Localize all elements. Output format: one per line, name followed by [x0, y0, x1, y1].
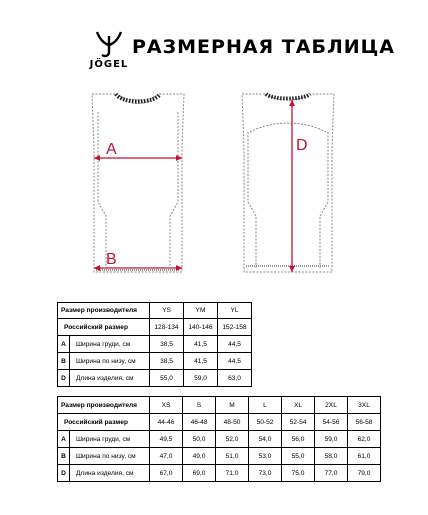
- front-label-b: B: [106, 251, 117, 268]
- value-cell: 54-56: [315, 414, 348, 431]
- value-cell: 59,0: [184, 370, 218, 387]
- size-cell: 3XL: [348, 397, 381, 414]
- value-cell: 56,0: [282, 431, 315, 448]
- value-cell: 71,0: [216, 465, 249, 482]
- value-cell: 67,0: [150, 465, 183, 482]
- row-label: Ширина груди, см: [70, 336, 150, 353]
- size-cell: XL: [282, 397, 315, 414]
- table-row: [58, 414, 381, 431]
- front-garment-diagram: [82, 92, 194, 283]
- row-key: B: [58, 353, 70, 370]
- back-label-d: D: [296, 137, 308, 154]
- page-title: РАЗМЕРНАЯ ТАБЛИЦА: [132, 36, 395, 58]
- brand-name: JÖGEL: [89, 59, 129, 70]
- rus-size-label: Российский размер: [58, 319, 150, 336]
- table-header-row: [58, 303, 252, 319]
- size-cell: L: [249, 397, 282, 414]
- value-cell: 58,0: [315, 448, 348, 465]
- row-key: A: [58, 431, 70, 448]
- value-cell: 49,5: [150, 431, 183, 448]
- value-cell: 48-50: [216, 414, 249, 431]
- table-row: [58, 465, 381, 482]
- value-cell: 128-134: [150, 319, 184, 336]
- value-cell: 54,0: [249, 431, 282, 448]
- value-cell: 41,5: [184, 336, 218, 353]
- row-label: Длина изделия, см: [70, 370, 150, 387]
- value-cell: 50,0: [183, 431, 216, 448]
- row-label: Ширина по низу, см: [70, 353, 150, 370]
- size-cell: YS: [150, 303, 184, 319]
- size-cell: YM: [184, 303, 218, 319]
- header-label: Размер производителя: [58, 397, 150, 414]
- value-cell: 63,0: [218, 370, 252, 387]
- header-label: Размер производителя: [58, 303, 150, 319]
- value-cell: 52,0: [216, 431, 249, 448]
- value-cell: 51,0: [216, 448, 249, 465]
- value-cell: 38,5: [150, 336, 184, 353]
- value-cell: 44-46: [150, 414, 183, 431]
- rus-size-label: Российский размер: [58, 414, 150, 431]
- table-row: [58, 319, 252, 336]
- row-label: Ширина груди, см: [70, 431, 150, 448]
- size-cell: 2XL: [315, 397, 348, 414]
- row-label: Ширина по низу, см: [70, 448, 150, 465]
- size-cell: XS: [150, 397, 183, 414]
- table-header-row: [58, 397, 381, 414]
- size-table-adult: [57, 396, 381, 482]
- value-cell: 38,5: [150, 353, 184, 370]
- row-key: A: [58, 336, 70, 353]
- back-garment-diagram: [232, 92, 344, 283]
- front-label-a: A: [106, 141, 117, 158]
- value-cell: 79,0: [348, 465, 381, 482]
- row-label: Длина изделия, см: [70, 465, 150, 482]
- size-cell: S: [183, 397, 216, 414]
- value-cell: 41,5: [184, 353, 218, 370]
- size-cell: M: [216, 397, 249, 414]
- jogel-logo-icon: [94, 30, 124, 58]
- row-key: B: [58, 448, 70, 465]
- value-cell: 47,0: [150, 448, 183, 465]
- value-cell: 44,5: [218, 353, 252, 370]
- table-row: [58, 336, 252, 353]
- value-cell: 49,0: [183, 448, 216, 465]
- brand-logo: [78, 30, 140, 70]
- table-row: [58, 370, 252, 387]
- size-cell: YL: [218, 303, 252, 319]
- value-cell: 140-146: [184, 319, 218, 336]
- value-cell: 55,0: [150, 370, 184, 387]
- row-key: D: [58, 465, 70, 482]
- value-cell: 55,0: [282, 448, 315, 465]
- value-cell: 73,0: [249, 465, 282, 482]
- table-row: [58, 353, 252, 370]
- value-cell: 46-48: [183, 414, 216, 431]
- value-cell: 69,0: [183, 465, 216, 482]
- value-cell: 77,0: [315, 465, 348, 482]
- value-cell: 62,0: [348, 431, 381, 448]
- value-cell: 152-158: [218, 319, 252, 336]
- value-cell: 56-58: [348, 414, 381, 431]
- value-cell: 44,5: [218, 336, 252, 353]
- value-cell: 53,0: [249, 448, 282, 465]
- row-key: D: [58, 370, 70, 387]
- table-row: [58, 431, 381, 448]
- value-cell: 61,0: [348, 448, 381, 465]
- value-cell: 59,0: [315, 431, 348, 448]
- value-cell: 52-54: [282, 414, 315, 431]
- size-table-kids: [57, 302, 252, 387]
- value-cell: 50-52: [249, 414, 282, 431]
- value-cell: 75,0: [282, 465, 315, 482]
- table-row: [58, 448, 381, 465]
